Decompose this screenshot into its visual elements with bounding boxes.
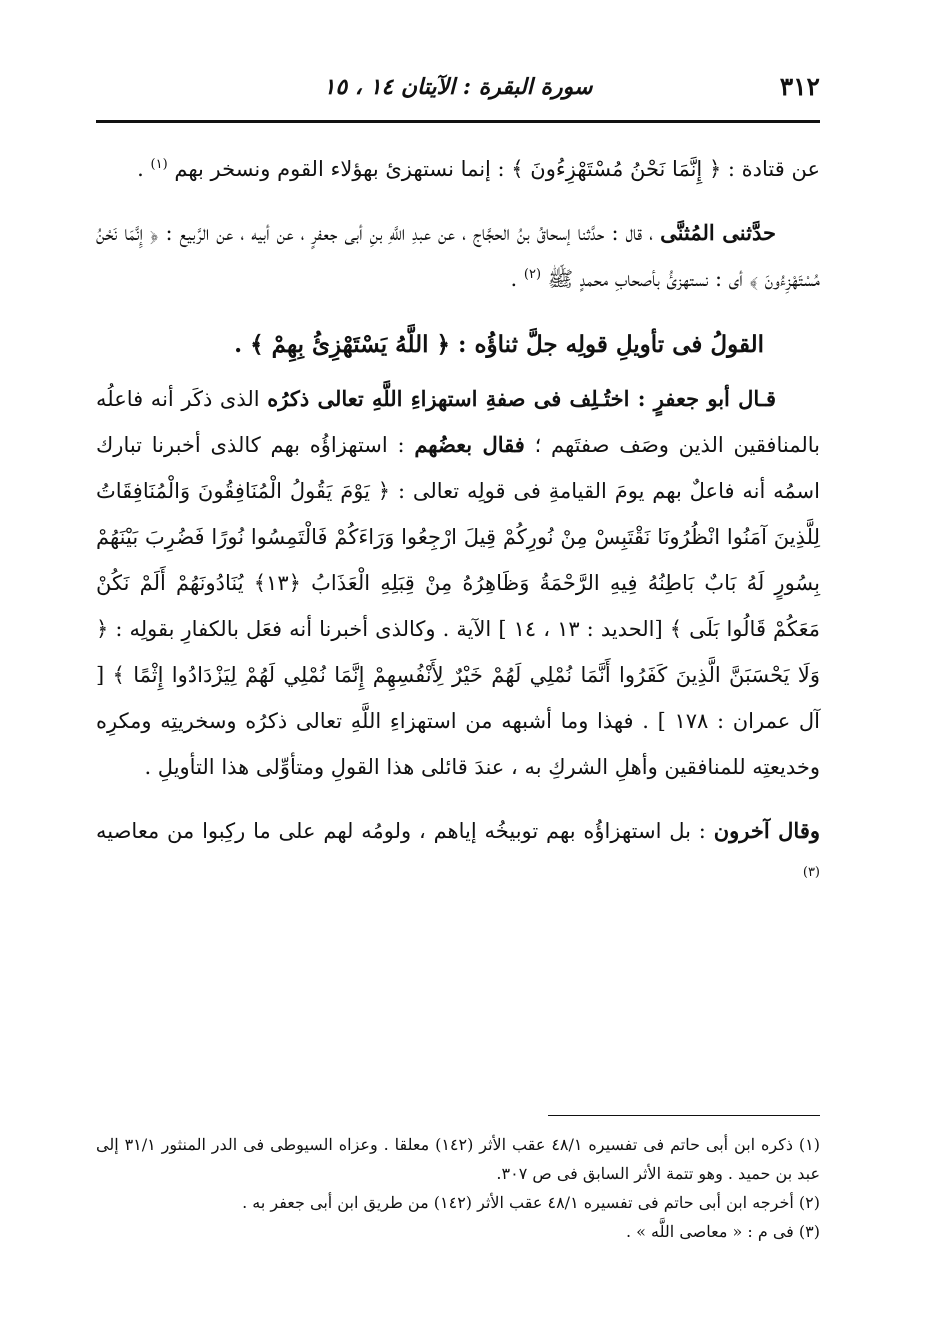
paragraph-muthanna — [96, 210, 820, 302]
paragraph-main — [96, 376, 820, 790]
paragraph-text: عن قتادة : ﴿ إِنَّمَا نَحْنُ مُسْتَهْزِءُونَ ﴾ : إنما نستهزئ بهؤلاء القوم ونسخر بهم — [174, 157, 820, 181]
paragraph-lead: حدَّثنى المُثنَّى — [660, 220, 776, 245]
footnote-ref-2: (٢) — [523, 267, 542, 282]
book-page — [96, 50, 820, 1310]
footnote-ref-1: (١) — [150, 157, 168, 172]
paragraph-lead: قـال أبو جعفرٍ : اختُـلِف فى صفةِ استهزاءِ اللَّهِ تعالى ذكرُه — [267, 386, 776, 411]
paragraph-text-2: : استهزاؤُه بهم كالذى أخبرنا تبارك اسمُه أنه فاعلٌ بهم يومَ القيامةِ فى قولِه تعالى : ﴿ يَوْمَ يَقُولُ الْمُنَافِقُونَ وَالْمُنَافِقَاتُ لِلَّذِينَ آمَنُوا انْظُرُونَا نَقْتَبِسْ مِنْ نُورِكُمْ قِيلَ ارْجِعُوا وَرَاءَكُمْ فَالْتَمِسُوا نُورًا فَضُرِبَ بَيْنَهُمْ بِسُورٍ لَهُ بَابٌ بَاطِنُهُ فِيهِ الرَّحْمَةُ وَظَاهِرُهُ مِنْ قِبَلِهِ الْعَذَابُ ﴿١٣﴾ يُنَادُونَهُمْ أَلَمْ نَكُنْ مَعَكُمْ قَالُوا بَلَى ﴾ [الحديد : ١٣ ، ١٤ ] الآية . وكالذى أخبرنا أنه فعَل بالكفارِ بقولِه : ﴿ وَلَا يَحْسَبَنَّ الَّذِينَ كَفَرُوا أَنَّمَا نُمْلِي لَهُمْ خَيْرٌ لِأَنْفُسِهِمْ إِنَّمَا نُمْلِي لَهُمْ لِيَزْدَادُوا إِثْمًا ﴾ [ آل عمران : ١٧٨ ] . فهذا وما أشبهه من استهزاءِ اللَّهِ تعالى ذكرُه وسخريتِه ومكرِه وخديعتِه للمنافقين وأهلِ الشركِ به ، عندَ قائلى هذا القولِ ومتأوِّلى هذا التأويلِ . — [96, 433, 821, 779]
header-title: سورة البقرة : الآيتان ١٤ ، ١٥ — [323, 74, 593, 100]
page-body — [96, 146, 820, 918]
paragraph-lead: وقال آخرون — [713, 818, 821, 843]
footnote-1: (١) ذكره ابن أبى حاتم فى تفسيره ٤٨/١ عقب الأثر (١٤٢) معلقا . وعزاه السيوطى فى الدر المنثور ٣١/١ إلى عبد بن حميد . وهو تتمة الأثر السابق فى ص ٣٠٧. — [96, 1135, 821, 1183]
paragraph-tail: . — [137, 157, 144, 181]
paragraph-text: الذى ذكَر أنه فاعلُه بالمنافقين الذين وصَف صفتَهم ؛ — [96, 387, 820, 457]
footnote-ref-3: (٣) — [802, 865, 820, 880]
paragraph-tail: . — [510, 267, 518, 291]
paragraph-lead-2: فقال بعضُهم — [414, 432, 525, 457]
section-heading: القولُ فى تأويلِ قولِه جلَّ ثناؤُه : ﴿ اللَّهُ يَسْتَهْزِئُ بِهِمْ ﴾ . — [234, 331, 764, 358]
footnote-3: (٣) فى م : « معاصى اللَّه » . — [626, 1222, 820, 1241]
header-rule — [96, 120, 820, 123]
page-number: ٣١٢ — [779, 72, 820, 101]
paragraph-text: : بل استهزاؤُه بهم توبيخُه إياهم ، ولومُه لهم على ما ركِبوا من معاصيه — [96, 819, 706, 843]
footnotes — [96, 1130, 820, 1246]
running-head — [96, 72, 820, 112]
paragraph-qatada — [96, 146, 820, 192]
footnote-2: (٢) أخرجه ابن أبى حاتم فى تفسيره ٤٨/١ عقب الأثر (١٤٢) من طريق ابن أبى جعفر به . — [242, 1193, 820, 1212]
paragraph-text: ، قال : حدَّثنا إسحاقُ بنُ الحجَّاج ، عن عبدِ اللَّهِ بنِ أبى جعفرٍ ، عن أبيه ، عن الرَّبيع : ﴿ إِنَّمَا نَحْنُ مُسْتَهْزِءُونَ ﴾ أى : نستهزئُ بأصحابِ محمدٍ ﷺ — [96, 221, 820, 291]
paragraph-others — [96, 808, 820, 900]
footnote-rule — [548, 1115, 820, 1116]
